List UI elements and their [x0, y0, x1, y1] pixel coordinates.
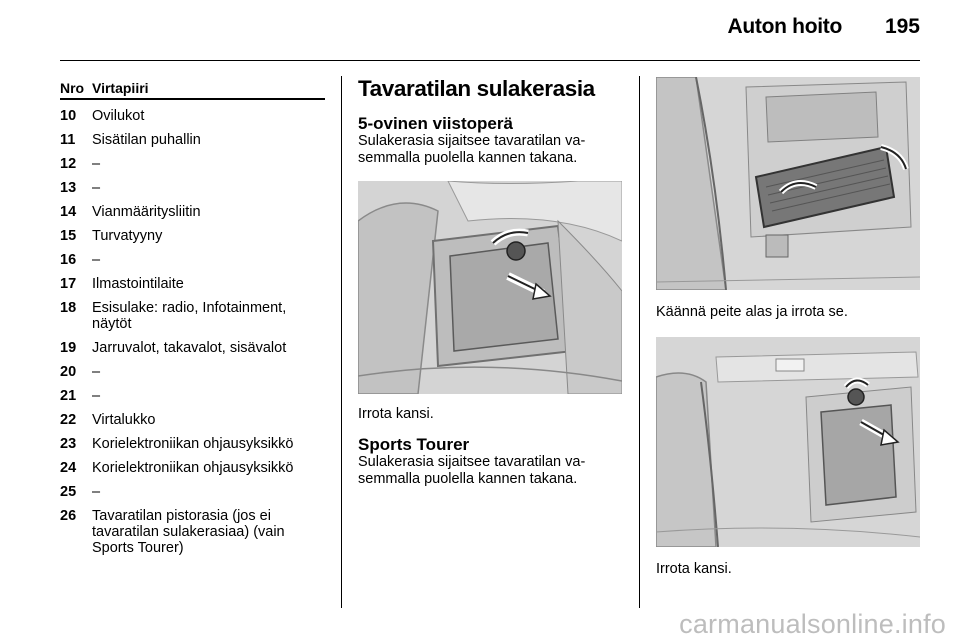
hatchback-caption: Irrota kansi.	[358, 406, 434, 422]
fuse-circuit: –	[92, 180, 101, 196]
fuse-circuit: Ilmastointilaite	[92, 276, 184, 292]
fuse-number: 22	[60, 412, 77, 428]
fuse-number: 13	[60, 180, 77, 196]
figure-tourer-remove-cover	[656, 337, 920, 547]
fuse-circuit: Sisätilan puhallin	[92, 132, 201, 148]
table-body	[60, 108, 325, 556]
fuse-circuit: –	[92, 484, 101, 500]
fuse-circuit: –	[92, 364, 101, 380]
table-row	[60, 460, 325, 476]
fuse-circuit: Vianmääritysliitin	[92, 204, 201, 220]
fuse-number: 15	[60, 228, 77, 244]
table-row	[60, 156, 325, 172]
fuse-number: 23	[60, 436, 77, 452]
fuse-circuit: Turvatyyny	[92, 228, 163, 244]
table-row	[60, 276, 325, 292]
fuse-number: 16	[60, 252, 77, 268]
fusebox-section	[358, 76, 624, 488]
fuse-number: 12	[60, 156, 77, 172]
table-row	[60, 108, 325, 124]
page-number: 195	[884, 15, 920, 38]
section-title: Tavaratilan sulakerasia	[358, 76, 595, 101]
table-row	[60, 484, 325, 500]
right-caption-1: Käännä peite alas ja irrota se.	[656, 304, 848, 320]
fuse-number: 11	[60, 132, 76, 148]
table-row	[60, 508, 325, 556]
fuse-number: 14	[60, 204, 77, 220]
fuse-number: 26	[60, 508, 77, 524]
subtitle-hatchback: 5-ovinen viistoperä	[358, 114, 513, 133]
watermark-text: carmanualsonline.info	[679, 609, 946, 639]
table-row	[60, 228, 325, 244]
right-caption-2: Irrota kansi.	[656, 561, 732, 577]
table-row	[60, 340, 325, 356]
table-row	[60, 436, 325, 452]
table-row	[60, 132, 325, 148]
figure-hatchback-cover	[358, 181, 622, 394]
table-row	[60, 300, 325, 332]
fuse-number: 24	[60, 460, 77, 476]
column-divider-1	[341, 76, 342, 608]
fuse-number: 19	[60, 340, 77, 356]
fuse-number: 21	[60, 388, 77, 404]
table-row	[60, 388, 325, 404]
page-header-title: Auton hoito	[727, 15, 842, 38]
table-row	[60, 180, 325, 196]
right-column	[656, 76, 920, 578]
header-rule	[60, 60, 920, 61]
table-row	[60, 204, 325, 220]
fuse-circuit: Jarruvalot, takavalot, sisävalot	[92, 340, 287, 356]
fuse-number: 20	[60, 364, 77, 380]
fuse-circuit: Korielektroniikan ohjausyksikkö	[92, 460, 294, 476]
fuse-circuit: Tavaratilan pistorasia (jos ei tavaratilan sulakerasiaa) (vain Sports Tourer)	[92, 508, 285, 556]
fuse-circuit: –	[92, 388, 101, 404]
table-header-nr: Nro	[60, 80, 85, 96]
fuse-circuit: –	[92, 156, 101, 172]
table-row	[60, 252, 325, 268]
table-row	[60, 364, 325, 380]
fuse-table	[60, 80, 325, 556]
fuse-circuit: –	[92, 252, 101, 268]
tourer-text: Sulakerasia sijaitsee tavaratilan vasemmalla puolella kannen takana.	[358, 454, 586, 487]
hatchback-text: Sulakerasia sijaitsee tavaratilan vasemmalla puolella kannen takana.	[358, 133, 586, 166]
column-divider-2	[639, 76, 640, 608]
fuse-circuit: Korielektroniikan ohjausyksikkö	[92, 436, 294, 452]
table-header	[60, 80, 325, 97]
table-header-circuit: Virtapiiri	[92, 80, 149, 96]
subtitle-tourer: Sports Tourer	[358, 435, 470, 454]
table-header-rule	[60, 98, 325, 100]
fuse-circuit: Virtalukko	[92, 412, 156, 428]
table-row	[60, 412, 325, 428]
fuse-circuit: Esisulake: radio, Infotainment, näytöt	[92, 300, 287, 332]
fuse-number: 10	[60, 108, 77, 124]
fuse-number: 25	[60, 484, 77, 500]
fuse-circuit: Ovilukot	[92, 108, 145, 124]
fuse-number: 17	[60, 276, 77, 292]
figure-tourer-fold-cover	[656, 77, 920, 290]
fuse-number: 18	[60, 300, 77, 316]
